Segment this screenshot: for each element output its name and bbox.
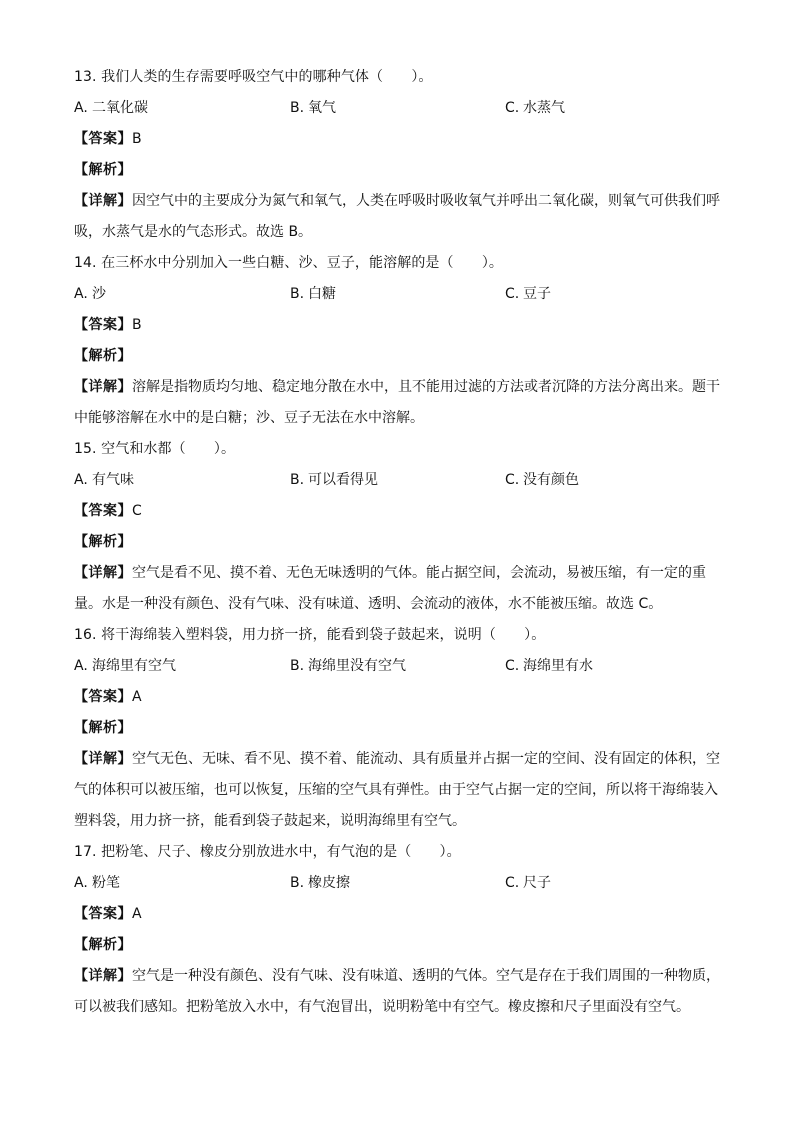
detail-tag: 【详解】 bbox=[74, 379, 132, 395]
detail-text: 溶解是指物质均匀地、稳定地分散在水中，且不能用过滤的方法或者沉降的方法分离出来。题干 bbox=[132, 379, 720, 395]
option-letter: A. bbox=[74, 658, 88, 674]
question-title: 15. 空气和水都（ ）。 bbox=[74, 441, 236, 457]
options-row bbox=[74, 93, 720, 124]
option-c bbox=[505, 651, 593, 682]
analysis-tag: 【解析】 bbox=[74, 937, 132, 953]
question-13 bbox=[74, 62, 720, 248]
option-b bbox=[290, 279, 336, 310]
option-text: 粉笔 bbox=[92, 875, 120, 891]
detail-line bbox=[74, 186, 720, 217]
detail-tag: 【详解】 bbox=[74, 751, 132, 767]
detail-line bbox=[74, 372, 720, 403]
analysis-tag: 【解析】 bbox=[74, 348, 132, 364]
answer-tag: 【答案】 bbox=[74, 317, 132, 333]
analysis-line bbox=[74, 930, 720, 961]
analysis-line bbox=[74, 527, 720, 558]
detail-tag: 【详解】 bbox=[74, 565, 132, 581]
option-text: 海绵里没有空气 bbox=[308, 658, 406, 674]
detail-block bbox=[74, 558, 720, 620]
option-letter: B. bbox=[290, 658, 305, 674]
detail-line bbox=[74, 961, 720, 992]
option-text: 没有颜色 bbox=[523, 472, 579, 488]
option-letter: B. bbox=[290, 286, 305, 302]
question-15 bbox=[74, 434, 720, 620]
option-letter: A. bbox=[74, 100, 88, 116]
answer-line bbox=[74, 899, 720, 930]
detail-line bbox=[74, 558, 720, 589]
question-17 bbox=[74, 837, 720, 1023]
analysis-tag: 【解析】 bbox=[74, 534, 132, 550]
answer-tag: 【答案】 bbox=[74, 906, 132, 922]
option-text: 水蒸气 bbox=[523, 100, 565, 116]
analysis-tag: 【解析】 bbox=[74, 720, 132, 736]
detail-block bbox=[74, 961, 720, 1023]
options-row bbox=[74, 465, 720, 496]
answer-line bbox=[74, 310, 720, 341]
option-letter: A. bbox=[74, 875, 88, 891]
option-text: 有气味 bbox=[92, 472, 134, 488]
detail-line: 塑料袋，用力挤一挤，能看到袋子鼓起来，说明海绵里有空气。 bbox=[74, 813, 466, 829]
detail-text: 空气无色、无味、看不见、摸不着、能流动、具有质量并占据一定的空间、没有固定的体积，空 bbox=[132, 751, 720, 767]
option-c bbox=[505, 868, 551, 899]
answer-line bbox=[74, 496, 720, 527]
question-title: 17. 把粉笔、尺子、橡皮分别放进水中，有气泡的是（ ）。 bbox=[74, 844, 461, 860]
option-letter: B. bbox=[290, 100, 305, 116]
option-letter: A. bbox=[74, 286, 88, 302]
option-text: 白糖 bbox=[308, 286, 336, 302]
detail-line: 量。水是一种没有颜色、没有气味、没有味道、透明、会流动的液体，水不能被压缩。故选 C。 bbox=[74, 596, 663, 612]
answer-value: A bbox=[132, 906, 142, 922]
answer-line bbox=[74, 682, 720, 713]
detail-block bbox=[74, 186, 720, 248]
option-text: 二氧化碳 bbox=[92, 100, 148, 116]
option-a bbox=[74, 465, 134, 496]
option-text: 尺子 bbox=[523, 875, 551, 891]
detail-line: 气的体积可以被压缩，也可以恢复，压缩的空气具有弹性。由于空气占据一定的空间，所以将干海绵装入 bbox=[74, 782, 718, 798]
analysis-line bbox=[74, 713, 720, 744]
option-b bbox=[290, 465, 378, 496]
option-a bbox=[74, 279, 106, 310]
detail-block bbox=[74, 744, 720, 837]
options-row bbox=[74, 279, 720, 310]
answer-value: B bbox=[132, 131, 142, 147]
option-c bbox=[505, 465, 579, 496]
option-text: 豆子 bbox=[523, 286, 551, 302]
option-text: 海绵里有水 bbox=[523, 658, 593, 674]
option-text: 橡皮擦 bbox=[308, 875, 350, 891]
detail-line: 吸，水蒸气是水的气态形式。故选 B。 bbox=[74, 224, 313, 240]
option-text: 氧气 bbox=[308, 100, 336, 116]
options-row bbox=[74, 868, 720, 899]
detail-line bbox=[74, 744, 720, 775]
answer-tag: 【答案】 bbox=[74, 503, 132, 519]
option-letter: C. bbox=[505, 658, 520, 674]
analysis-line bbox=[74, 341, 720, 372]
option-text: 沙 bbox=[92, 286, 106, 302]
question-16 bbox=[74, 620, 720, 837]
option-letter: C. bbox=[505, 100, 520, 116]
option-b bbox=[290, 868, 350, 899]
option-b bbox=[290, 93, 336, 124]
answer-line bbox=[74, 124, 720, 155]
option-letter: C. bbox=[505, 286, 520, 302]
answer-value: C bbox=[132, 503, 142, 519]
option-letter: C. bbox=[505, 875, 520, 891]
answer-value: B bbox=[132, 317, 142, 333]
question-title: 13. 我们人类的生存需要呼吸空气中的哪种气体（ ）。 bbox=[74, 69, 433, 85]
option-c bbox=[505, 279, 551, 310]
detail-text: 空气是一种没有颜色、没有气味、没有味道、透明的气体。空气是存在于我们周围的一种物质， bbox=[132, 968, 720, 984]
option-letter: B. bbox=[290, 472, 305, 488]
analysis-line bbox=[74, 155, 720, 186]
options-row bbox=[74, 651, 720, 682]
answer-tag: 【答案】 bbox=[74, 689, 132, 705]
detail-text: 因空气中的主要成分为氮气和氧气，人类在呼吸时吸收氧气并呼出二氧化碳，则氧气可供我们呼 bbox=[132, 193, 720, 209]
option-text: 可以看得见 bbox=[308, 472, 378, 488]
document-page bbox=[74, 62, 720, 1023]
answer-tag: 【答案】 bbox=[74, 131, 132, 147]
option-a bbox=[74, 651, 176, 682]
question-title: 16. 将干海绵装入塑料袋，用力挤一挤，能看到袋子鼓起来，说明（ ）。 bbox=[74, 627, 546, 643]
detail-text: 空气是看不见、摸不着、无色无味透明的气体。能占据空间，会流动，易被压缩，有一定的重 bbox=[132, 565, 706, 581]
question-14 bbox=[74, 248, 720, 434]
detail-block bbox=[74, 372, 720, 434]
option-letter: B. bbox=[290, 875, 305, 891]
detail-line: 可以被我们感知。把粉笔放入水中，有气泡冒出，说明粉笔中有空气。橡皮擦和尺子里面没有空气。 bbox=[74, 999, 690, 1015]
question-title: 14. 在三杯水中分别加入一些白糖、沙、豆子，能溶解的是（ ）。 bbox=[74, 255, 504, 271]
option-b bbox=[290, 651, 406, 682]
option-letter: C. bbox=[505, 472, 520, 488]
option-a bbox=[74, 93, 148, 124]
option-c bbox=[505, 93, 565, 124]
option-text: 海绵里有空气 bbox=[92, 658, 176, 674]
detail-tag: 【详解】 bbox=[74, 193, 132, 209]
option-letter: A. bbox=[74, 472, 88, 488]
detail-tag: 【详解】 bbox=[74, 968, 132, 984]
analysis-tag: 【解析】 bbox=[74, 162, 132, 178]
option-a bbox=[74, 868, 120, 899]
detail-line: 中能够溶解在水中的是白糖；沙、豆子无法在水中溶解。 bbox=[74, 410, 424, 426]
answer-value: A bbox=[132, 689, 142, 705]
